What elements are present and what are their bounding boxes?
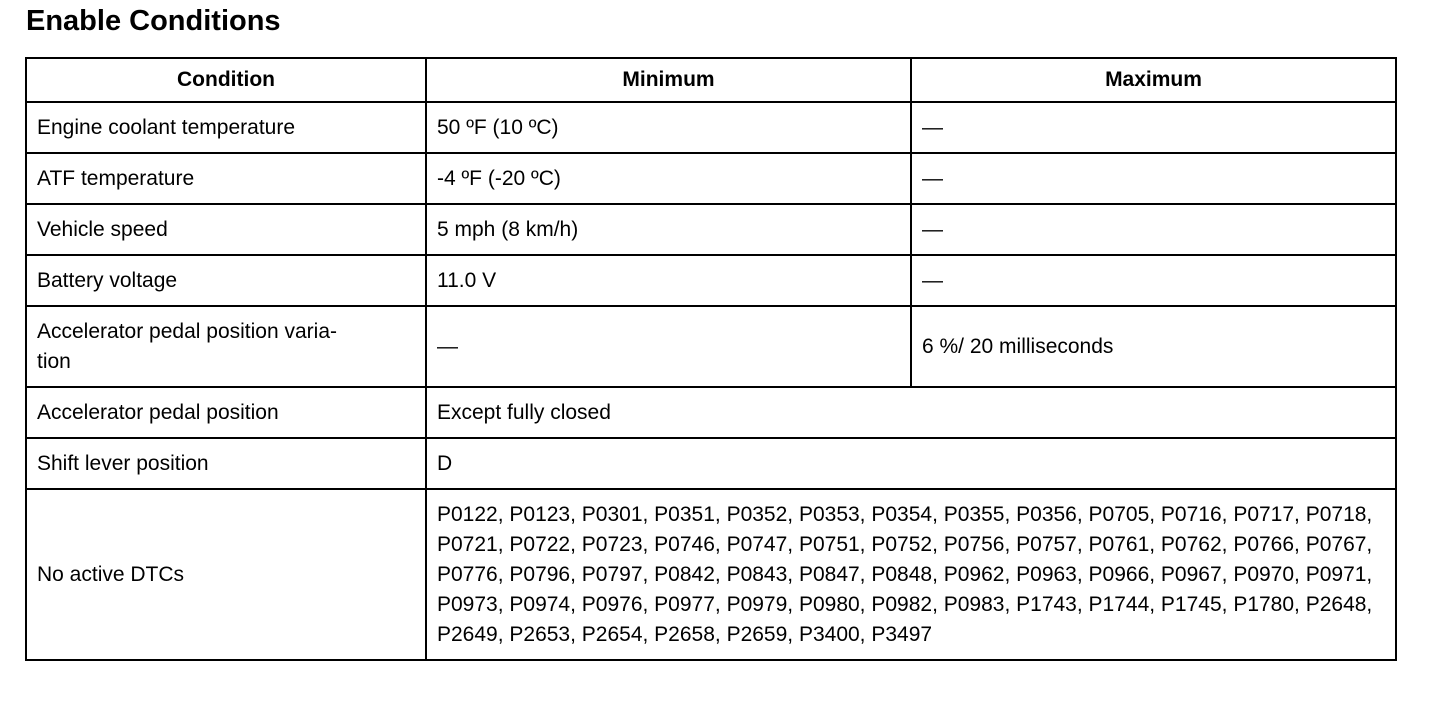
table-row — [26, 255, 1396, 306]
maximum-cell: — — [911, 255, 1396, 306]
maximum-cell: — — [911, 153, 1396, 204]
condition-cell: No active DTCs — [26, 489, 426, 660]
table-row — [26, 306, 1396, 387]
table-row — [26, 438, 1396, 489]
minimum-cell: — — [426, 306, 911, 387]
merged-value-cell: D — [426, 438, 1396, 489]
maximum-cell: — — [911, 102, 1396, 153]
minimum-cell: 11.0 V — [426, 255, 911, 306]
condition-cell: Accelerator pedal position — [26, 387, 426, 438]
table-row — [26, 102, 1396, 153]
table-header-row — [26, 58, 1396, 102]
table-row — [26, 489, 1396, 660]
table-row — [26, 153, 1396, 204]
header-maximum: Maximum — [911, 58, 1396, 102]
condition-cell: Shift lever position — [26, 438, 426, 489]
page-title: Enable Conditions — [26, 5, 281, 37]
condition-cell: Battery voltage — [26, 255, 426, 306]
maximum-cell: — — [911, 204, 1396, 255]
header-condition: Condition — [26, 58, 426, 102]
minimum-cell: 5 mph (8 km/h) — [426, 204, 911, 255]
maximum-cell: 6 %/ 20 milliseconds — [911, 306, 1396, 387]
header-minimum: Minimum — [426, 58, 911, 102]
condition-cell: Engine coolant temperature — [26, 102, 426, 153]
condition-cell: Vehicle speed — [26, 204, 426, 255]
condition-cell: Accelerator pedal position varia- tion — [26, 306, 426, 387]
enable-conditions-table — [25, 57, 1397, 661]
table-row — [26, 387, 1396, 438]
condition-cell: ATF temperature — [26, 153, 426, 204]
minimum-cell: -4 ºF (-20 ºC) — [426, 153, 911, 204]
minimum-cell: 50 ºF (10 ºC) — [426, 102, 911, 153]
table-row — [26, 204, 1396, 255]
merged-value-cell: Except fully closed — [426, 387, 1396, 438]
dtc-list-cell: P0122, P0123, P0301, P0351, P0352, P0353, P0354, P0355, P0356, P0705, P0716, P0717, P0718, P0721, P0722, P0723, P0746, P0747, P0751, P0752, P0756, P0757, P0761, P0762, P0766, P0767, P0776, P0796, P0797, P0842, P0843, P0847, P0848, P0962, P0963, P0966, P0967, P0970, P0971, P0973, P0974, P0976, P0977, P0979, P0980, P0982, P0983, P1743, P1744, P1745, P1780, P2648, P2649, P2653, P2654, P2658, P2659, P3400, P3497 — [426, 489, 1396, 660]
